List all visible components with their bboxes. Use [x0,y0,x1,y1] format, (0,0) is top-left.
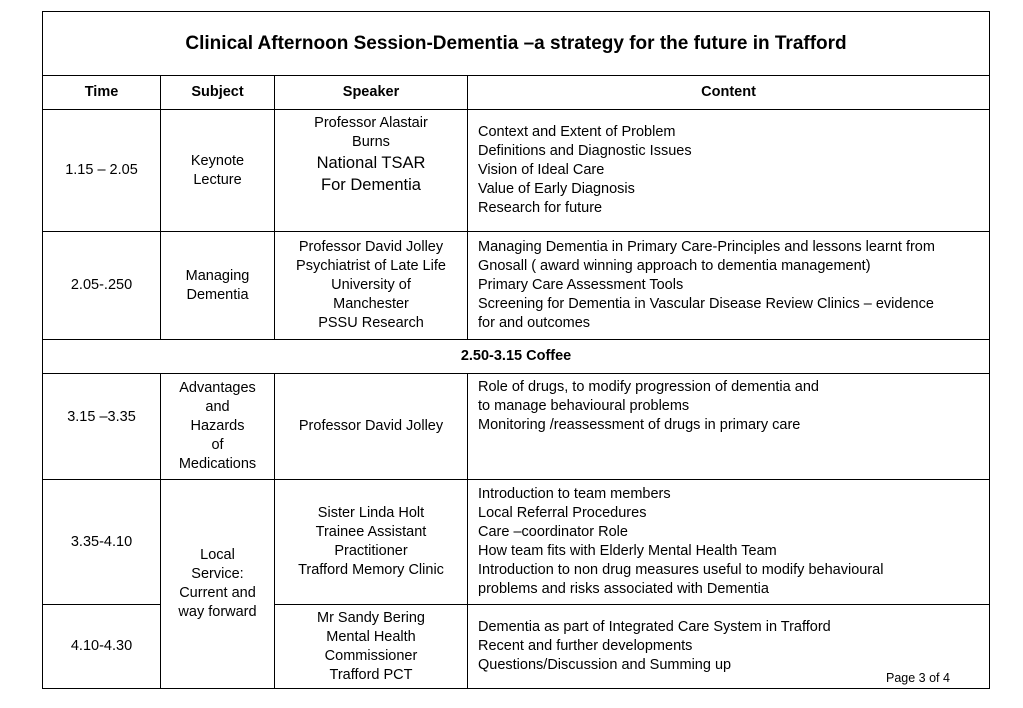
speaker-line: Professor David Jolley [298,418,444,434]
content-line: Value of Early Diagnosis [478,181,635,197]
speaker-cell [275,374,468,480]
subject-line: Medications [178,456,257,472]
subject-line: Advantages [179,380,256,396]
speaker-line: Commissioner [324,647,418,664]
speaker-line: Burns [352,134,390,150]
subject-cell [161,110,275,232]
subject-line: Hazards [190,418,245,434]
speaker-cell [275,605,468,689]
subject-line: Managing [185,267,250,284]
content-line: Questions/Discussion and Summing up [478,657,732,673]
content-cell [468,110,990,232]
time-cell: 1.15 – 2.05 [43,110,161,232]
content-line: problems and risks associated with Dementia [478,581,769,597]
subject-line: Keynote [190,152,245,169]
header-time: Time [43,76,161,110]
content-cell [468,232,990,340]
agenda-table [42,11,990,689]
speaker-cell [275,110,468,232]
speaker-role-line: National TSAR [316,154,426,172]
time-cell: 3.35-4.10 [43,480,161,605]
time-cell: 2.05-.250 [43,232,161,340]
content-line: Introduction to non drug measures useful to modify behavioural [478,562,884,578]
content-line: Research for future [478,200,603,216]
subject-line: Dementia [186,286,249,303]
subject-line: Service: [191,566,244,582]
subject-line: Local [200,547,235,563]
subject-cell [161,480,275,689]
content-line: Local Referral Procedures [478,505,647,521]
header-subject: Subject [161,76,275,110]
content-line: Managing Dementia in Primary Care-Principles and lessons learnt from [478,239,935,255]
table-row [43,480,990,605]
speaker-line: Trafford Memory Clinic [298,562,444,578]
header-speaker: Speaker [275,76,468,110]
subject-cell [161,374,275,480]
speaker-line: Manchester [333,296,409,312]
table-row [43,110,990,232]
content-line: How team fits with Elderly Mental Health Team [478,543,777,559]
subject-line: of [211,437,224,453]
content-line: Gnosall ( award winning approach to dementia management) [478,258,871,274]
content-line: Definitions and Diagnostic Issues [478,143,692,159]
speaker-line: Mr Sandy Bering [317,609,425,626]
subject-line: and [205,399,230,415]
speaker-line: Trainee Assistant [315,524,427,540]
content-line: Introduction to team members [478,486,671,502]
content-line: Dementia as part of Integrated Care System in Trafford [478,619,831,635]
table-header-row [43,76,990,110]
speaker-line: Trafford PCT [329,666,413,683]
speaker-line: University of [331,277,411,293]
break-row [43,340,990,374]
speaker-cell [275,232,468,340]
page-title: Clinical Afternoon Session-Dementia –a strategy for the future in Trafford [43,12,990,76]
content-line: Screening for Dementia in Vascular Disease Review Clinics – evidence [478,296,934,312]
subject-cell [161,232,275,340]
content-cell [468,480,990,605]
header-content: Content [468,76,990,110]
content-line: Role of drugs, to modify progression of dementia and [478,379,819,395]
speaker-line: Professor Alastair [314,115,428,131]
coffee-break: 2.50-3.15 Coffee [43,340,990,374]
content-line: for and outcomes [478,315,591,331]
time-cell: 4.10-4.30 [43,605,161,689]
page-number: Page 3 of 4 [886,671,950,685]
speaker-line: Professor David Jolley [298,239,444,255]
speaker-cell [275,480,468,605]
table-row [43,232,990,340]
content-line: to manage behavioural problems [478,398,690,414]
content-line: Recent and further developments [478,638,693,654]
speaker-line: Psychiatrist of Late Life [296,258,446,274]
time-cell: 3.15 –3.35 [43,374,161,480]
content-cell [468,374,990,480]
speaker-role-line: For Dementia [321,176,421,194]
content-line: Monitoring /reassessment of drugs in primary care [478,417,801,433]
table-row [43,374,990,480]
content-line: Vision of Ideal Care [478,162,605,178]
subject-line: Current and [179,585,256,601]
content-line: Context and Extent of Problem [478,124,676,140]
content-line: Primary Care Assessment Tools [478,277,684,293]
content-line: Care –coordinator Role [478,524,628,540]
subject-line: way forward [178,604,257,620]
speaker-line: Mental Health [326,628,416,645]
speaker-line: Sister Linda Holt [317,505,425,521]
subject-line: Lecture [193,171,242,188]
speaker-line: PSSU Research [318,315,424,331]
speaker-line: Practitioner [334,543,408,559]
